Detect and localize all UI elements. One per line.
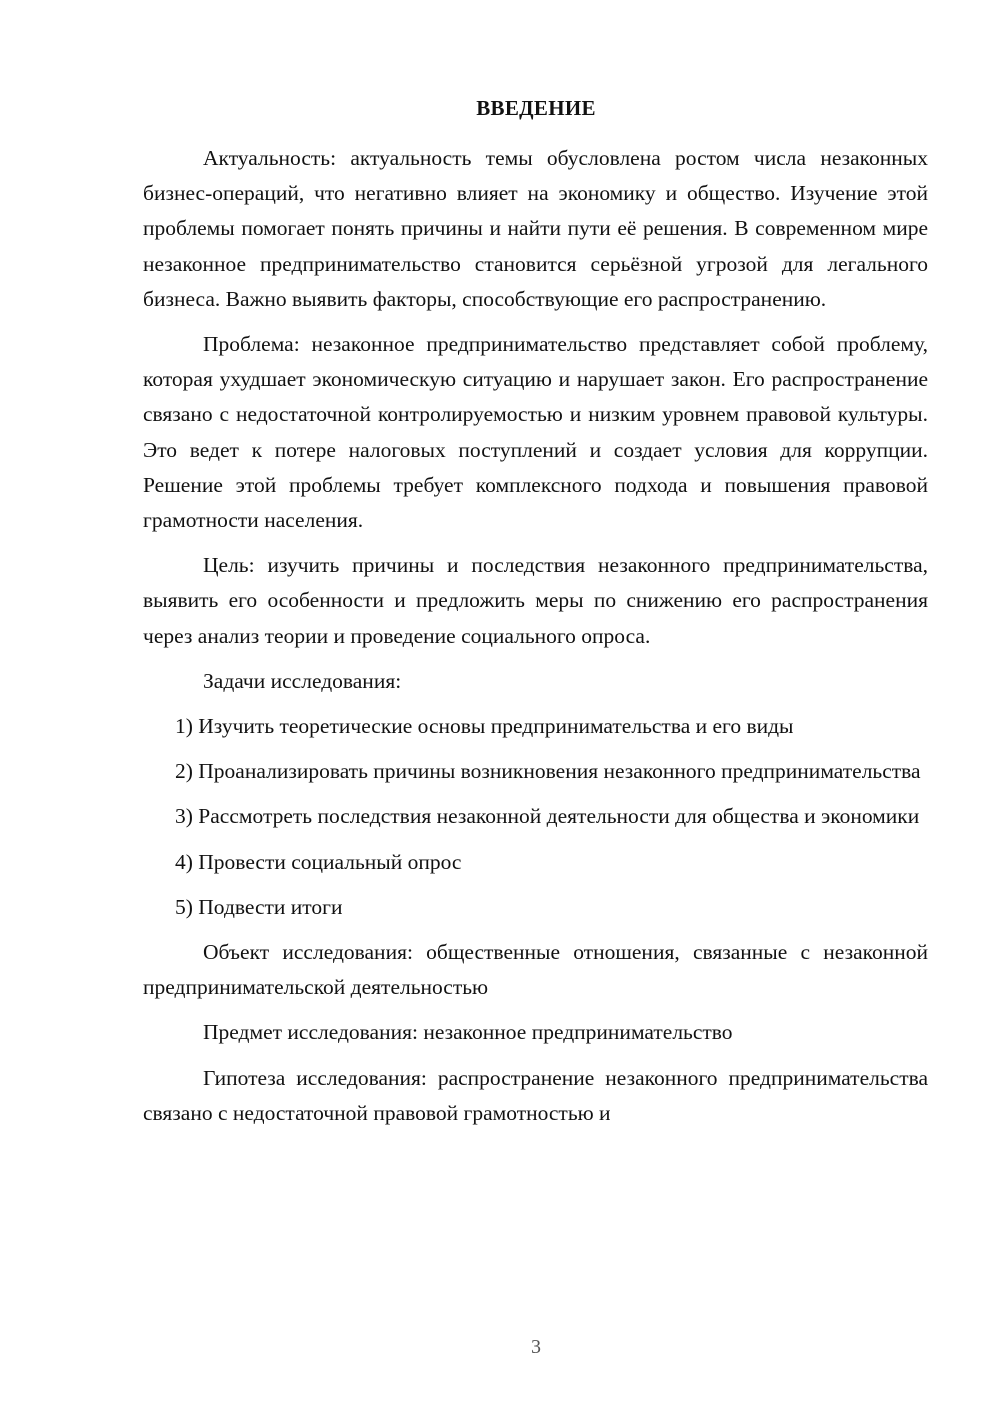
task-item: 1) Изучить теоретические основы предпринимательства и его виды bbox=[175, 714, 794, 739]
paragraph-object: Объект исследования: общественные отношения, связанные с незаконной предпринимательской деятельностью bbox=[143, 940, 928, 1000]
task-item: 5) Подвести итоги bbox=[175, 894, 343, 919]
paragraph-problem: Проблема: незаконное предпринимательство представляет собой проблему, которая ухудшает экономическую ситуацию и нарушает закон. Его распространение связано с недостаточной контролируемостью и низким уровнем правовой культуры. Это ведет к потере налоговых поступлений и создает условия для коррупции. Решение этой проблемы требует комплексного подхода и повышения правовой грамотности населения. bbox=[143, 332, 928, 533]
task-item: 3) Рассмотреть последствия незаконной деятельности для общества и экономики bbox=[175, 804, 920, 829]
document-body bbox=[143, 141, 928, 1131]
task-item: 4) Провести социальный опрос bbox=[175, 849, 462, 874]
paragraph-subject: Предмет исследования: незаконное предпринимательство bbox=[203, 1020, 733, 1045]
paragraph-hypothesis: Гипотеза исследования: распространение незаконного предпринимательства связано с недостаточной правовой грамотностью и bbox=[143, 1065, 928, 1125]
paragraph-goal: Цель: изучить причины и последствия незаконного предпринимательства, выявить его особенности и предложить меры по снижению его распространения через анализ теории и проведение социального опроса. bbox=[143, 553, 928, 648]
paragraph-relevance: Актуальность: актуальность темы обусловлена ростом числа незаконных бизнес-операций, что негативно влияет на экономику и общество. Изучение этой проблемы помогает понять причины и найти пути её решения. В современном мире незаконное предпринимательство становится серьёзной угрозой для легального бизнеса. Важно выявить факторы, способствующие его распространению. bbox=[143, 146, 928, 311]
page-title: ВВЕДЕНИЕ bbox=[476, 96, 596, 120]
task-item: 2) Проанализировать причины возникновения незаконного предпринимательства bbox=[175, 759, 921, 784]
paragraph-tasks-heading: Задачи исследования: bbox=[203, 668, 402, 693]
page-number: 3 bbox=[531, 1336, 541, 1358]
